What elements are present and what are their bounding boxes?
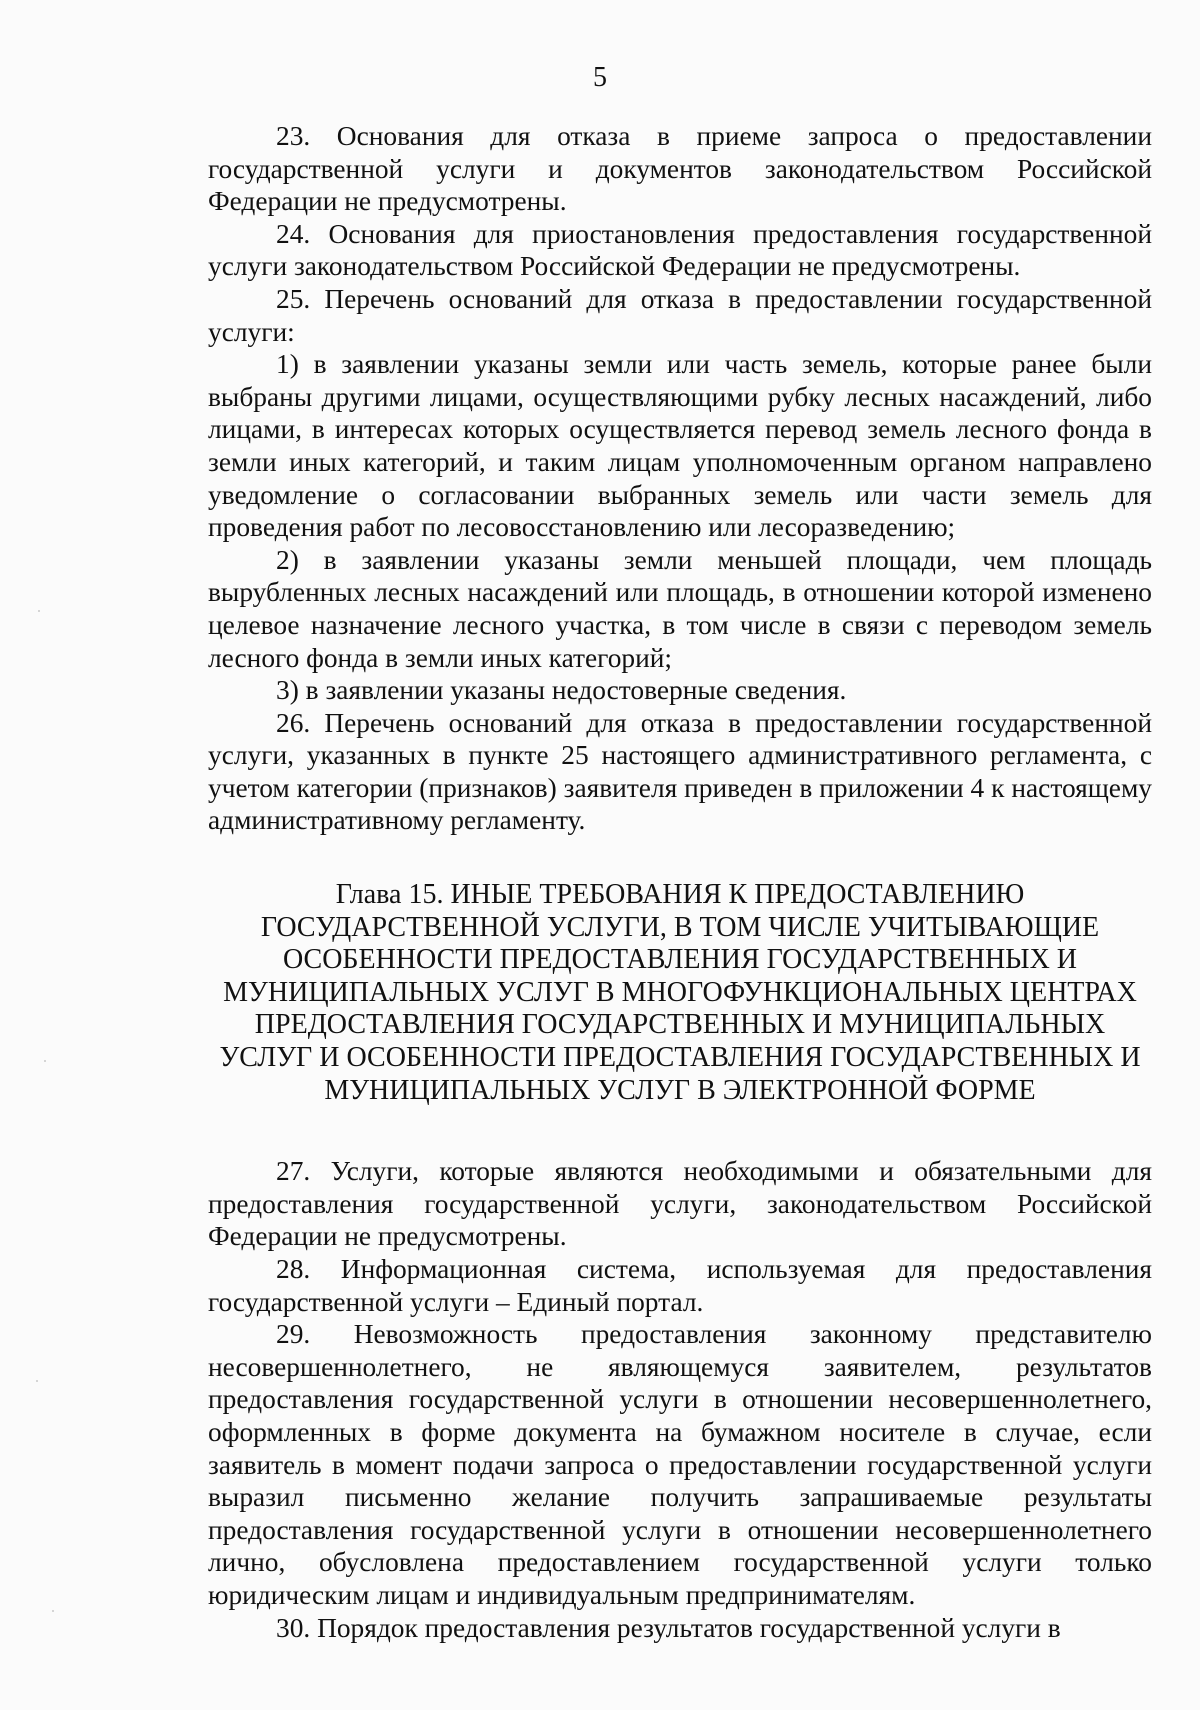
paragraph-26: 26. Перечень оснований для отказа в предоставлении государственной услуги, указанных в пункте 25 настоящего административного регламента, с учетом категории (признаков) заявителя приведен в приложении 4 к настоящему административному регламенту.	[208, 707, 1152, 836]
chapter-heading-line: УСЛУГ И ОСОБЕННОСТИ ПРЕДОСТАВЛЕНИЯ ГОСУДАРСТВЕННЫХ И	[219, 1042, 1141, 1074]
page-number: 5	[593, 62, 607, 93]
paragraph-25-item-3: 3) в заявлении указаны недостоверные сведения.	[276, 675, 847, 706]
chapter-heading-line: ГОСУДАРСТВЕННОЙ УСЛУГИ, В ТОМ ЧИСЛЕ УЧИТЫВАЮЩИЕ	[260, 911, 1100, 943]
paragraph-25-item-2: 2) в заявлении указаны земли меньшей площади, чем площадь вырубленных лесных насаждений или площадь, в отношении которой изменено целевое назначение лесного участка, в том числе в связи с переводом земель лесного фонда в земли иных категорий;	[208, 544, 1152, 673]
chapter-heading-line: Глава 15. ИНЫЕ ТРЕБОВАНИЯ К ПРЕДОСТАВЛЕНИЮ	[335, 879, 1025, 911]
paragraph-30: 30. Порядок предоставления результатов государственной услуги в	[276, 1612, 1061, 1643]
scan-speck	[38, 610, 40, 612]
chapter-heading-line: МУНИЦИПАЛЬНЫХ УСЛУГ В МНОГОФУНКЦИОНАЛЬНЫХ ЦЕНТРАХ	[223, 976, 1137, 1008]
chapter-heading-line: МУНИЦИПАЛЬНЫХ УСЛУГ В ЭЛЕКТРОННОЙ ФОРМЕ	[324, 1074, 1036, 1106]
paragraph-28: 28. Информационная система, используемая для предоставления государственной услуги – Единый портал.	[208, 1254, 1152, 1317]
paragraph-25-item-1: 1) в заявлении указаны земли или часть земель, которые ранее были выбраны другими лицами, осуществляющими рубку лесных насаждений, либо лицами, в интересах которых осуществляется перевод земель лесного фонда в земли иных категорий, и таким лицам уполномоченным органом направлено уведомление о согласовании выбранных земель или части земель для проведения работ по лесовосстановлению или лесоразведению;	[208, 349, 1152, 543]
paragraph-29: 29. Невозможность предоставления законному представителю несовершеннолетнего, не являющемуся заявителем, результатов предоставления государственной услуги в отношении несовершеннолетнего, оформленных в форме документа на бумажном носителе в случае, если заявитель в момент подачи запроса о предоставлении государственной услуги выразил письменно желание получить запрашиваемые результаты предоставления государственной услуги в отношении несовершеннолетнего лично, обусловлена предоставлением государственной услуги только юридическим лицам и индивидуальным предпринимателям.	[208, 1319, 1152, 1610]
document-body	[208, 120, 1152, 1644]
scan-speck	[36, 1380, 38, 1382]
paragraph-27: 27. Услуги, которые являются необходимыми и обязательными для предоставления государственной услуги, законодательством Российской Федерации не предусмотрены.	[208, 1156, 1152, 1252]
chapter-heading	[208, 879, 1152, 1107]
scan-speck	[52, 1610, 54, 1612]
chapter-heading-line: ПРЕДОСТАВЛЕНИЯ ГОСУДАРСТВЕННЫХ И МУНИЦИПАЛЬНЫХ	[254, 1009, 1106, 1041]
chapter-heading-line: ОСОБЕННОСТИ ПРЕДОСТАВЛЕНИЯ ГОСУДАРСТВЕННЫХ И	[282, 944, 1078, 976]
paragraph-24: 24. Основания для приостановления предоставления государственной услуги законодательством Российской Федерации не предусмотрены.	[208, 218, 1152, 282]
scan-speck	[44, 1060, 46, 1062]
paragraph-25: 25. Перечень оснований для отказа в предоставлении государственной услуги:	[208, 283, 1152, 347]
paragraph-23: 23. Основания для отказа в приеме запроса о предоставлении государственной услуги и документов законодательством Российской Федерации не предусмотрены.	[208, 121, 1152, 217]
